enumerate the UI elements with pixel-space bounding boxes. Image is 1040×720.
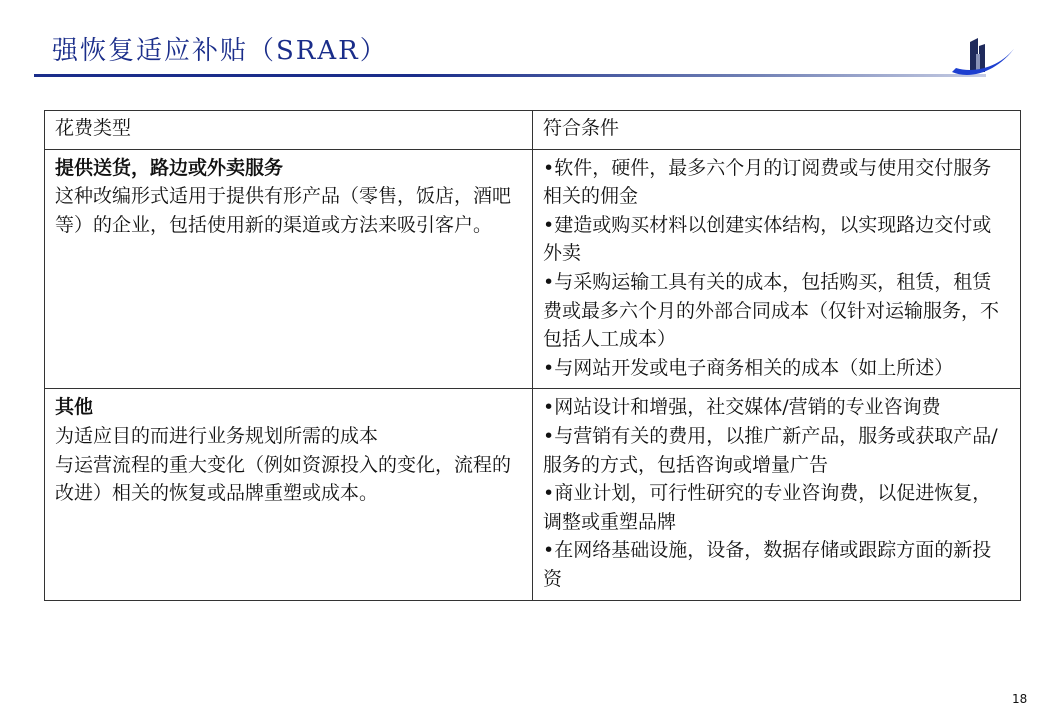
conditions-cell — [533, 149, 1021, 389]
category-title: 其他 — [55, 396, 94, 419]
condition-item: •与采购运输工具有关的成本，包括购买，租赁，租赁费或最多六个月的外部合同成本（仅针对运输服务，不包括人工成本） — [543, 270, 1000, 351]
page-title: 强恢复适应补贴（SRAR） — [52, 36, 388, 66]
table-row — [45, 149, 1021, 389]
eligibility-table — [44, 110, 1021, 601]
company-logo-icon — [948, 32, 1020, 80]
column-header-expense-type: 花费类型 — [45, 111, 533, 150]
condition-item: •建造或购买材料以创建实体结构，以实现路边交付或外卖 — [543, 213, 992, 265]
table-header-row — [45, 111, 1021, 150]
category-description: 为适应目的而进行业务规划所需的成本 — [55, 424, 379, 447]
condition-item: •与网站开发或电子商务相关的成本（如上所述） — [543, 356, 954, 379]
title-divider — [34, 74, 986, 77]
column-header-eligibility: 符合条件 — [533, 111, 1021, 150]
condition-item: •与营销有关的费用，以推广新产品，服务或获取产品/服务的方式，包括咨询或增量广告 — [543, 424, 998, 476]
category-description: 这种改编形式适用于提供有形产品（零售，饭店，酒吧等）的企业，包括使用新的渠道或方法来吸引客户。 — [55, 185, 512, 236]
condition-item: •网站设计和增强，社交媒体/营销的专业咨询费 — [543, 396, 941, 419]
condition-item: •软件，硬件，最多六个月的订阅费或与使用交付服务相关的佣金 — [543, 156, 992, 208]
conditions-cell — [533, 389, 1021, 600]
expense-type-cell — [45, 389, 533, 600]
condition-item: •在网络基础设施，设备，数据存储或跟踪方面的新投资 — [543, 539, 992, 590]
category-title: 提供送货，路边或外卖服务 — [55, 156, 284, 179]
condition-item: •商业计划，可行性研究的专业咨询费，以促进恢复，调整或重塑品牌 — [543, 482, 992, 533]
page-number: 18 — [1012, 692, 1028, 706]
category-description: 与运营流程的重大变化（例如资源投入的变化，流程的改进）相关的恢复或品牌重塑或成本。 — [55, 453, 512, 505]
table-row — [45, 389, 1021, 600]
expense-type-cell — [45, 149, 533, 389]
